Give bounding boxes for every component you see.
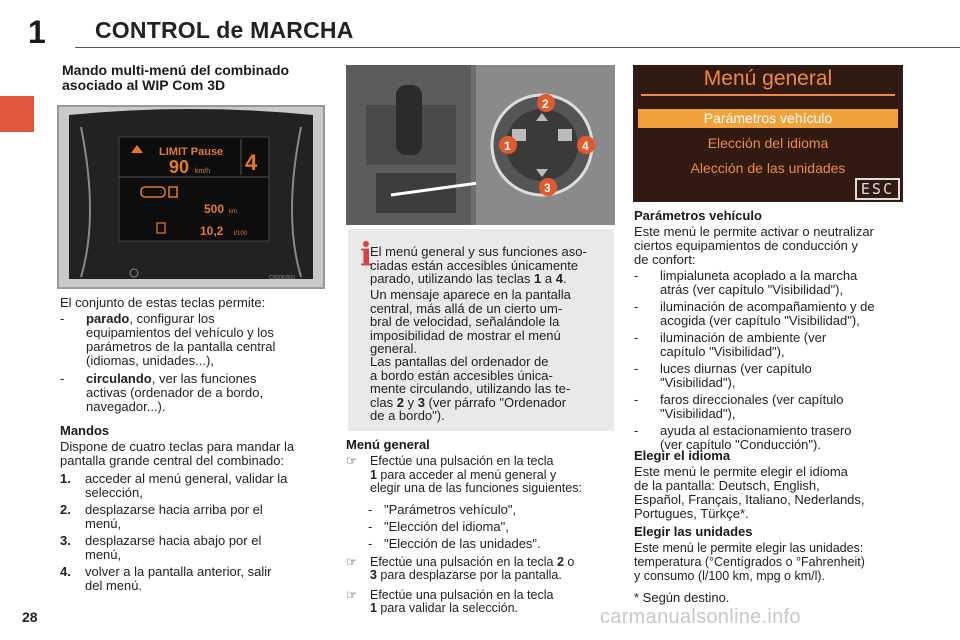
chapter-number: 1 (28, 14, 46, 50)
cluster-range-unit: km (229, 209, 237, 215)
finger-pointer-icon: ☞ (346, 454, 358, 468)
page-number: 28 (22, 609, 38, 625)
cluster-consumption: 10,2 (200, 224, 224, 238)
list-item: - "Elección del idioma", (368, 518, 509, 534)
controls-graphic (346, 65, 615, 225)
list-item: - limpialuneta acoplado a la marcha atrás (ver capítulo "Visibilidad"), (634, 268, 858, 297)
finger-pointer-icon: ☞ (346, 587, 358, 602)
cluster-range: 500 (204, 202, 225, 216)
menu-screen-title: Menú general (703, 67, 833, 90)
info-paragraph-2: Un mensaje aparece en la pantalla central, más allá de un cierto um- bral de velocidad, señalándole la imposibilidad de mostrar el menú general. (370, 287, 571, 356)
watermark: carmanualsonline.info (600, 606, 801, 628)
finger-pointer-icon: ☞ (346, 554, 358, 569)
menu-general-title: Menú general (346, 437, 430, 452)
cluster-limit: LIMIT Pause (159, 146, 224, 158)
menu-divider (641, 94, 895, 96)
col2-instructions (346, 455, 618, 616)
list-item: ☞ Efectúe una pulsación en la tecla 2 o 3 para desplazarse por la pantalla. (346, 554, 575, 582)
menu-item-selected: Parámetros vehículo (638, 109, 898, 128)
cluster-graphic (59, 107, 323, 287)
list-item: - "Elección de las unidades". (368, 535, 541, 551)
key-label-4: 4 (582, 139, 589, 153)
col1-intro: El conjunto de estas teclas permite: (60, 295, 266, 310)
list-item: 3. desplazarse hacia abajo por el menú, (60, 533, 262, 562)
chapter-title: CONTROL de MARCHA (95, 17, 354, 43)
cluster-gear: 4 (245, 150, 258, 175)
list-item: 4. volver a la pantalla anterior, salir del menú. (60, 564, 272, 593)
unidades-text: Este menú le permite elegir las unidades: temperatura (°Centígrados o °Fahrenheit) y consumo (l/100 km, mpg o km/l). (634, 541, 865, 583)
key-label-1: 1 (504, 139, 511, 153)
info-paragraph-3: Las pantallas del ordenador de a bordo están accesibles única- mente circulando, utilizando las te- clas 2 y 3 (ver párrafo "Ordenador de a bordo"). (370, 354, 571, 423)
mandos-list (60, 472, 330, 593)
list-item: - parado, configurar los equipamientos del vehículo y los parámetros de la pantalla central (idiomas, unidades...), (60, 311, 276, 368)
list-item: 2. desplazarse hacia arriba por el menú, (60, 502, 263, 531)
cluster-consumption-unit: l/100 (234, 231, 248, 237)
info-paragraph-1: El menú general y sus funciones aso- ciadas están accesibles únicamente parado, utilizando las teclas 1 a 4. (370, 244, 587, 286)
cluster-code: CR60K/000 (269, 275, 295, 281)
list-item: 1. acceder al menú general, validar la selección, (60, 471, 288, 500)
header-rule (75, 47, 960, 48)
params-list (634, 269, 906, 452)
chapter-tab (0, 96, 34, 132)
list-item: - ayuda al estacionamiento trasero (ver capítulo "Conducción"). (634, 423, 852, 452)
key-label-3: 3 (544, 181, 551, 195)
list-item: ☞ Efectúe una pulsación en la tecla 1 para acceder al menú general y elegir una de las funciones siguientes: (346, 454, 582, 495)
steering-wheel-controls-image (346, 65, 615, 225)
idioma-title: Elegir el idioma (634, 448, 731, 463)
list-item: - circulando, ver las funciones activas (ordenador de a bordo, navegador...). (60, 371, 264, 414)
col1-list (60, 312, 330, 414)
cluster-speed-unit: km/h (195, 168, 211, 175)
params-intro: Este menú le permite activar o neutralizar ciertos equipamientos de conducción y de confort: (634, 224, 874, 267)
list-item: - iluminación de ambiente (ver capítulo "Visibilidad"), (634, 330, 827, 359)
cluster-speed: 90 (169, 157, 190, 177)
list-item: - luces diurnas (ver capítulo "Visibilidad"), (634, 361, 812, 390)
menu-item: Elección del idioma (707, 135, 829, 151)
footnote: * Según destino. (634, 590, 730, 605)
instrument-cluster-image (57, 105, 325, 289)
params-title: Parámetros vehículo (634, 208, 762, 223)
section-title: Mando multi-menú del combinado asociado al WIP Com 3D (62, 62, 290, 93)
key-label-2: 2 (542, 97, 549, 111)
mandos-intro: Dispone de cuatro teclas para mandar la pantalla grande central del combinado: (60, 439, 295, 468)
list-item: - faros direccionales (ver capítulo "Visibilidad"), (634, 392, 844, 421)
menu-options-list (368, 501, 618, 552)
list-item: ☞ Efectúe una pulsación en la tecla 1 para validar la selección. (346, 587, 554, 615)
unidades-title: Elegir las unidades (634, 524, 753, 539)
info-icon: i (360, 235, 373, 273)
esc-label: ESC (855, 178, 900, 200)
mandos-title: Mandos (60, 423, 110, 438)
menu-general-screen (633, 65, 903, 202)
list-item: - "Parámetros vehículo", (368, 501, 517, 517)
list-item: - iluminación de acompañamiento y de acogida (ver capítulo "Visibilidad"), (634, 299, 875, 328)
idioma-text: Este menú le permite elegir el idioma de la pantalla: Deutsch, English, Español, Français, Italiano, Nederlands, Portugues, Türkçe*. (634, 464, 865, 521)
menu-item: Alección de las unidades (690, 160, 846, 176)
